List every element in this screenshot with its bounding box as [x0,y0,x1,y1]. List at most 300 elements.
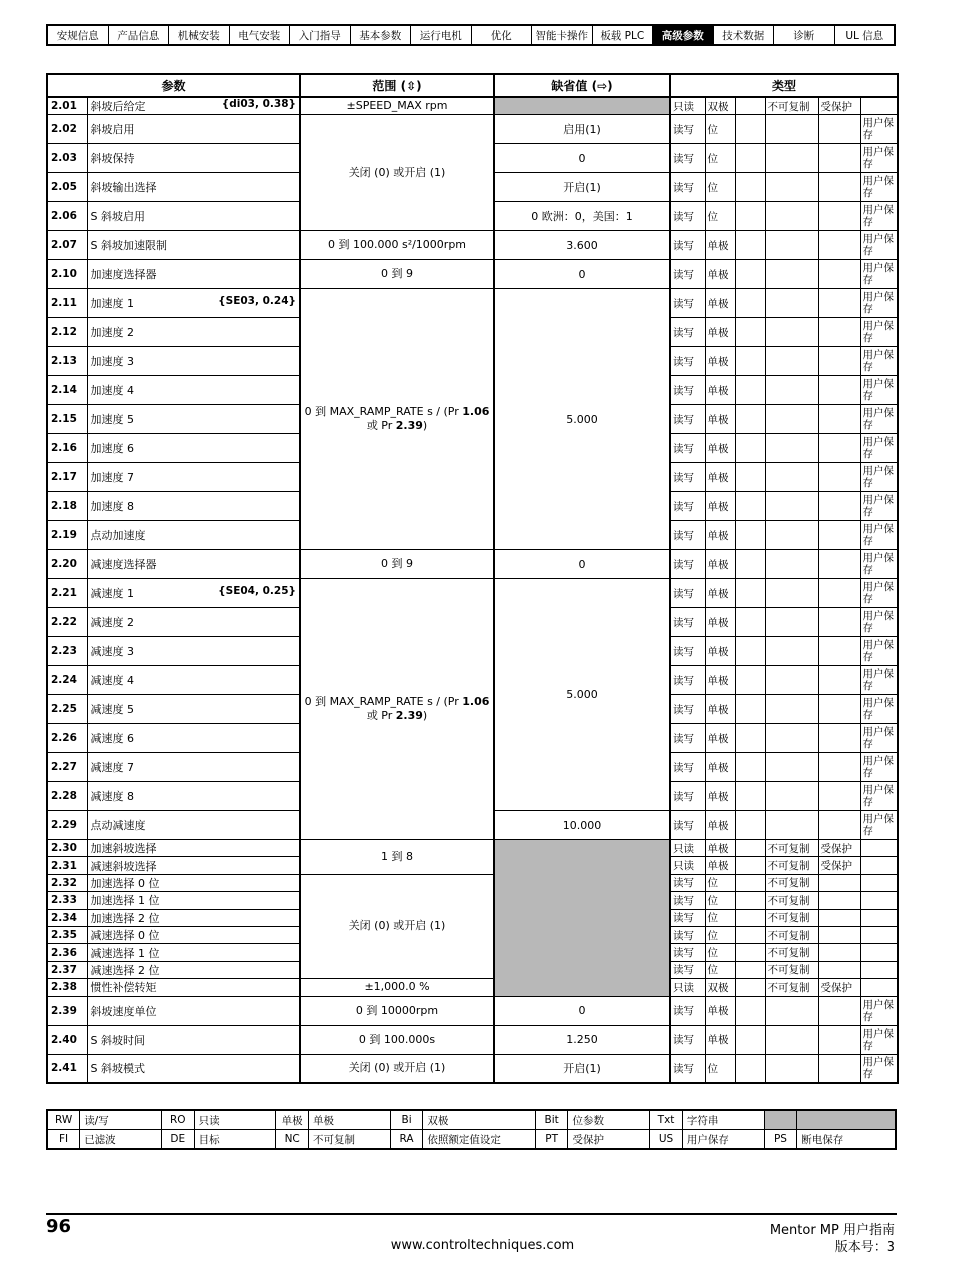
type-cell [765,434,818,463]
type-cell: 用户保存 [860,115,898,144]
nav-tab[interactable]: 电气安装 [230,26,291,44]
param-name-text: 点动加速度 [90,529,146,542]
type-cell [818,231,860,260]
param-name [87,347,300,376]
type-cell [735,782,765,811]
type-cell [735,666,765,695]
param-number: 2.22 [47,608,87,637]
type-cell [735,434,765,463]
param-name-text: 加速斜坡选择 [90,842,157,856]
type-cell [765,260,818,289]
legend-abbr: Txt [650,1110,683,1130]
type-cell: 读写 [670,695,705,724]
type-cell [860,926,898,943]
type-cell [735,173,765,202]
param-name-text: 减速度 6 [90,732,134,745]
param-range: 关闭 (0) 或开启 (1) [300,874,494,978]
param-name-text: 加速选择 1 位 [90,894,160,908]
type-cell: 用户保存 [860,434,898,463]
type-cell: 读写 [670,753,705,782]
type-cell [765,376,818,405]
param-name [87,892,300,909]
param-default: 5.000 [494,579,670,811]
type-cell [735,550,765,579]
type-cell: 单极 [705,857,735,874]
type-cell: 位 [705,144,735,173]
param-default: 启用(1) [494,115,670,144]
nav-tab[interactable]: 智能卡操作 [532,26,593,44]
type-cell: 单极 [705,724,735,753]
type-cell [735,944,765,961]
type-cell: 单极 [705,289,735,318]
param-number: 2.12 [47,318,87,347]
type-cell [818,318,860,347]
param-name [87,579,300,608]
type-cell [818,173,860,202]
param-name [87,1054,300,1083]
param-name [87,695,300,724]
param-name-text: S 斜坡模式 [90,1062,145,1076]
nav-tab[interactable]: 优化 [472,26,533,44]
type-cell: 用户保存 [860,318,898,347]
type-cell [735,892,765,909]
type-cell: 不可复制 [765,857,818,874]
nav-tab[interactable]: 安规信息 [48,26,109,44]
param-name-text: 减速度 5 [90,703,134,716]
section-nav-bar [46,24,896,46]
type-cell: 单极 [705,318,735,347]
type-cell: 位 [705,892,735,909]
param-default: 1.250 [494,1025,670,1054]
nav-tab[interactable]: 诊断 [774,26,835,44]
type-cell [860,874,898,891]
type-cell: 读写 [670,492,705,521]
table-row [47,874,898,891]
type-cell [818,579,860,608]
type-cell: 读写 [670,579,705,608]
type-cell: 双极 [705,979,735,996]
param-name-text: 加速选择 0 位 [90,876,160,890]
param-number: 2.34 [47,909,87,926]
type-cell: 用户保存 [860,260,898,289]
param-ref: 1.06 [462,695,490,708]
type-cell [860,909,898,926]
param-name-text: 斜坡速度单位 [90,1004,157,1018]
param-number: 2.25 [47,695,87,724]
param-range: 0 到 10000rpm [300,996,494,1025]
nav-tab[interactable]: 运行电机 [411,26,472,44]
type-cell [735,979,765,996]
param-name-text: 加速选择 2 位 [90,911,160,925]
param-name-text: 减速选择 1 位 [90,946,160,960]
param-number: 2.36 [47,944,87,961]
param-name [87,926,300,943]
type-cell: 用户保存 [860,996,898,1025]
serial-code: {SE04, 0.25} [218,585,297,597]
param-range: 0 到 100.000 s²/1000rpm [300,231,494,260]
legend-row [47,1130,896,1150]
param-name [87,944,300,961]
legend-abbr: FI [47,1130,80,1150]
type-cell [765,173,818,202]
type-cell [818,115,860,144]
type-cell: 读写 [670,1025,705,1054]
type-cell [818,874,860,891]
type-cell [735,492,765,521]
type-cell: 单极 [705,840,735,857]
type-cell: 读写 [670,463,705,492]
type-cell: 用户保存 [860,231,898,260]
type-cell: 读写 [670,550,705,579]
param-name [87,840,300,857]
type-cell [818,347,860,376]
param-number: 2.10 [47,260,87,289]
type-cell: 单极 [705,579,735,608]
type-cell: 用户保存 [860,811,898,840]
param-number: 2.17 [47,463,87,492]
nav-tab[interactable]: 板载 PLC [593,26,654,44]
nav-tab[interactable]: 基本参数 [351,26,412,44]
param-name [87,260,300,289]
legend-abbr: 单极 [276,1110,309,1130]
param-number: 2.07 [47,231,87,260]
param-number: 2.23 [47,637,87,666]
legend-blank [797,1110,896,1130]
type-cell [765,637,818,666]
param-ref: 2.39 [395,419,423,432]
type-cell: 读写 [670,724,705,753]
table-row [47,97,898,115]
type-cell: 读写 [670,1054,705,1083]
param-name-text: 加速度 4 [90,384,134,397]
param-range: 1 到 8 [300,840,494,875]
param-default: 开启(1) [494,1054,670,1083]
type-cell: 位 [705,944,735,961]
type-cell [765,724,818,753]
type-cell: 用户保存 [860,463,898,492]
param-default: 开启(1) [494,173,670,202]
type-cell: 不可复制 [765,840,818,857]
table-row [47,1025,898,1054]
type-cell [735,1025,765,1054]
param-number: 2.19 [47,521,87,550]
type-cell [735,840,765,857]
param-name-text: 斜坡后给定 [90,100,146,113]
param-name-text: 减速度 4 [90,674,134,687]
header-range: 范围 (⇳) [300,74,494,97]
param-default: 0 [494,996,670,1025]
type-cell: 用户保存 [860,724,898,753]
type-cell: 位 [705,874,735,891]
type-cell: 读写 [670,926,705,943]
param-name [87,961,300,978]
param-name [87,979,300,996]
type-cell: 读写 [670,260,705,289]
legend-text: 目标 [194,1130,276,1150]
type-cell: 单极 [705,463,735,492]
serial-code: {SE03, 0.24} [218,295,297,307]
param-name-text: 加速度 1 [90,297,134,310]
param-name-text: 减速度 7 [90,761,134,774]
param-name-text: 加速度 8 [90,500,134,513]
type-cell: 读写 [670,376,705,405]
param-name-text: 减速斜坡选择 [90,859,157,873]
footer-rule [46,1213,897,1215]
type-cell: 位 [705,173,735,202]
type-cell [818,961,860,978]
type-cell [735,144,765,173]
type-cell: 单极 [705,521,735,550]
version-label: 版本号：3 [834,1240,895,1255]
type-cell: 用户保存 [860,579,898,608]
legend-text: 单极 [309,1110,391,1130]
type-cell [818,892,860,909]
param-number: 2.20 [47,550,87,579]
param-name [87,318,300,347]
table-row [47,979,898,996]
param-default-na [494,840,670,997]
nav-tab[interactable]: 产品信息 [109,26,170,44]
type-cell [818,753,860,782]
param-name [87,996,300,1025]
type-cell: 用户保存 [860,782,898,811]
type-cell [765,347,818,376]
type-cell: 读写 [670,434,705,463]
nav-tab[interactable]: UL 信息 [845,29,884,42]
param-name-text: S 斜坡加速限制 [90,239,167,252]
type-cell: 只读 [670,97,705,115]
type-cell [818,637,860,666]
param-name [87,434,300,463]
type-cell [818,1054,860,1083]
type-cell [765,115,818,144]
legend-abbr: Bit [535,1110,568,1130]
type-cell: 用户保存 [860,173,898,202]
type-cell [818,666,860,695]
param-number: 2.33 [47,892,87,909]
table-row [47,579,898,608]
header-param: 参数 [47,74,300,97]
param-name [87,521,300,550]
legend-text: 双极 [423,1110,535,1130]
type-cell [765,405,818,434]
table-row [47,260,898,289]
type-cell: 读写 [670,608,705,637]
param-number: 2.40 [47,1025,87,1054]
type-cell [818,144,860,173]
legend-abbr: US [650,1130,683,1150]
param-name [87,811,300,840]
param-number: 2.18 [47,492,87,521]
type-cell: 单极 [705,666,735,695]
legend-abbr: Bi [390,1110,423,1130]
type-cell [735,318,765,347]
nav-tab[interactable]: 高级参数 [653,26,714,44]
type-cell: 读写 [670,996,705,1025]
param-name [87,909,300,926]
type-cell: 读写 [670,944,705,961]
type-cell [818,724,860,753]
type-cell: 读写 [670,909,705,926]
param-range: 0 到 100.000s [300,1025,494,1054]
type-cell: 单极 [705,695,735,724]
type-cell: 用户保存 [860,550,898,579]
type-cell: 用户保存 [860,405,898,434]
type-cell: 读写 [670,874,705,891]
type-cell: 读写 [670,405,705,434]
type-cell [735,115,765,144]
param-default: 3.600 [494,231,670,260]
param-name-text: 斜坡保持 [90,152,135,165]
param-range: 0 到 MAX_RAMP_RATE s / (Pr 1.06 或 Pr 2.39) [300,579,494,840]
param-name-text: S 斜坡时间 [90,1033,145,1047]
legend-text: 只读 [194,1110,276,1130]
legend-text: 用户保存 [682,1130,764,1150]
param-name-text: 减速选择 2 位 [90,963,160,977]
type-cell [765,550,818,579]
param-number: 2.02 [47,115,87,144]
legend-text: 位参数 [568,1110,650,1130]
type-cell: 用户保存 [860,637,898,666]
type-cell [860,97,898,115]
type-cell: 受保护 [818,97,860,115]
type-cell [735,97,765,115]
param-number: 2.31 [47,857,87,874]
param-number: 2.28 [47,782,87,811]
type-cell: 不可复制 [765,874,818,891]
param-number: 2.32 [47,874,87,891]
legend-text: 受保护 [568,1130,650,1150]
type-cell: 不可复制 [765,892,818,909]
type-cell: 单极 [705,260,735,289]
type-cell: 单极 [705,753,735,782]
type-cell [765,492,818,521]
type-cell: 读写 [670,289,705,318]
type-cell [765,811,818,840]
type-cell [735,608,765,637]
param-number: 2.05 [47,173,87,202]
param-name-text: 减速度 8 [90,790,134,803]
param-name [87,724,300,753]
type-cell [818,521,860,550]
type-cell: 不可复制 [765,961,818,978]
guide-title: Mentor MP 用户指南 [769,1223,895,1238]
type-cell: 读写 [670,961,705,978]
nav-tab[interactable]: 技术数据 [714,26,775,44]
param-name [87,550,300,579]
type-cell [818,1025,860,1054]
type-cell: 受保护 [818,840,860,857]
type-cell: 位 [705,115,735,144]
param-number: 2.24 [47,666,87,695]
type-cell [818,996,860,1025]
param-name-text: S 斜坡启用 [90,210,145,223]
type-cell: 单极 [705,550,735,579]
param-name-text: 斜坡启用 [90,123,135,136]
param-number: 2.41 [47,1054,87,1083]
type-cell: 只读 [670,857,705,874]
type-cell: 不可复制 [765,926,818,943]
param-number: 2.14 [47,376,87,405]
type-cell [735,753,765,782]
type-cell: 用户保存 [860,144,898,173]
type-cell [735,405,765,434]
legend-text: 已滤波 [80,1130,162,1150]
type-cell: 用户保存 [860,1054,898,1083]
param-number: 2.16 [47,434,87,463]
type-cell [735,202,765,231]
type-cell [818,944,860,961]
type-cell: 用户保存 [860,521,898,550]
param-range: ±1,000.0 % [300,979,494,996]
param-name [87,608,300,637]
type-cell [818,926,860,943]
type-cell: 读写 [670,637,705,666]
param-ref: 2.39 [395,709,423,722]
type-cell [860,944,898,961]
type-cell [818,492,860,521]
type-cell [860,892,898,909]
type-cell [818,782,860,811]
type-cell: 用户保存 [860,695,898,724]
legend-blank [764,1110,797,1130]
type-cell: 读写 [670,115,705,144]
param-number: 2.37 [47,961,87,978]
type-cell [765,695,818,724]
param-name-text: 减速选择 0 位 [90,929,160,943]
param-name [87,405,300,434]
param-name [87,874,300,891]
legend-abbr: RW [47,1110,80,1130]
nav-tab[interactable]: 入门指导 [290,26,351,44]
type-cell [735,289,765,318]
type-cell: 受保护 [818,979,860,996]
type-cell: 位 [705,961,735,978]
param-name [87,782,300,811]
type-cell [860,857,898,874]
type-cell [818,608,860,637]
type-cell [765,521,818,550]
legend-row [47,1110,896,1130]
table-row [47,996,898,1025]
legend-abbr: RO [161,1110,194,1130]
type-cell: 单极 [705,434,735,463]
header-type: 类型 [670,74,898,97]
website-link[interactable]: www.controltechniques.com [390,1238,575,1253]
type-cell: 位 [705,909,735,926]
type-cell [765,1054,818,1083]
type-cell: 读写 [670,782,705,811]
type-cell: 单极 [705,811,735,840]
param-name [87,97,300,115]
type-cell [818,909,860,926]
param-name-text: 加速度选择器 [90,268,157,281]
type-cell [735,463,765,492]
param-range: 0 到 MAX_RAMP_RATE s / (Pr 1.06 或 Pr 2.39) [300,289,494,550]
type-cell: 只读 [670,840,705,857]
type-cell: 用户保存 [860,376,898,405]
type-cell [818,260,860,289]
legend-text: 字符串 [682,1110,764,1130]
type-cell [735,521,765,550]
nav-tab[interactable]: 机械安装 [169,26,230,44]
type-cell: 只读 [670,979,705,996]
param-name [87,202,300,231]
type-cell [765,608,818,637]
param-number: 2.01 [47,97,87,115]
param-name [87,637,300,666]
param-range: 0 到 9 [300,260,494,289]
